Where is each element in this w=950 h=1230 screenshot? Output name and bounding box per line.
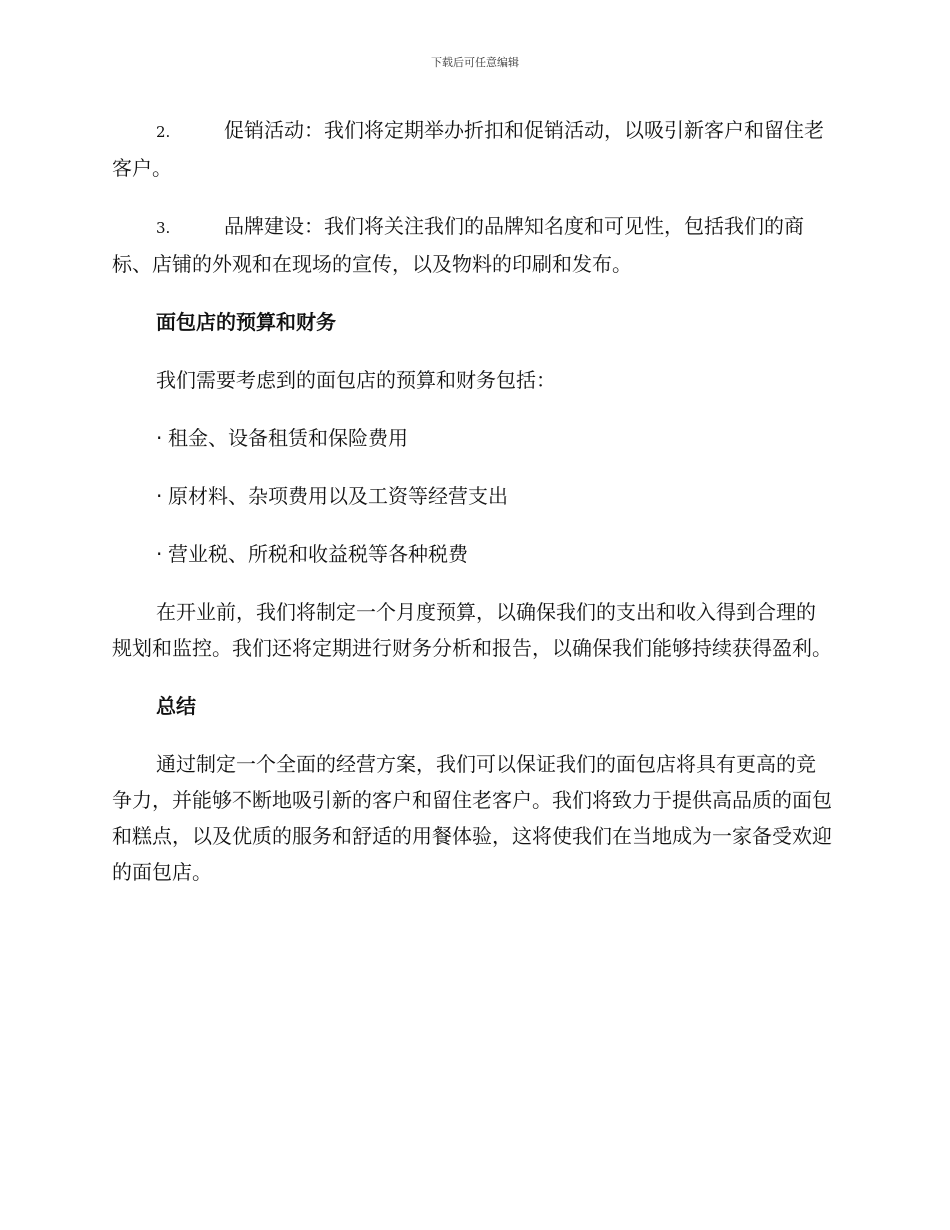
list-item-promotion (112, 112, 832, 186)
bullet-item (112, 536, 832, 572)
list-item-text: 品牌建设：我们将关注我们的品牌知名度和可见性，包括我们的商标、店铺的外观和在现场的宣传，以及物料的印刷和发布。 (112, 214, 804, 276)
budget-intro: 我们需要考虑到的面包店的预算和财务包括： (156, 368, 556, 392)
bullet-icon: · (156, 484, 163, 508)
list-item-number: 2. (156, 123, 171, 141)
bullet-icon: · (156, 426, 163, 450)
budget-paragraph: 在开业前，我们将制定一个月度预算，以确保我们的支出和收入得到合理的规划和监控。我们还将定期进行财务分析和报告，以确保我们能够持续获得盈利。 (112, 600, 832, 660)
bullet-text: 租金、设备租赁和保险费用 (168, 426, 408, 450)
list-item-text: 促销活动：我们将定期举办折扣和促销活动，以吸引新客户和留住老客户。 (112, 118, 824, 180)
section-heading-summary: 总结 (156, 694, 196, 718)
document-body (112, 112, 832, 912)
bullet-text: 营业税、所税和收益税等各种税费 (168, 542, 468, 566)
list-item-number: 3. (156, 219, 171, 237)
bullet-icon: · (156, 542, 163, 566)
section-heading-budget: 面包店的预算和财务 (156, 310, 336, 334)
page-header: 下载后可任意编辑 (431, 56, 519, 69)
bullet-item (112, 420, 832, 456)
list-item-branding (112, 208, 832, 282)
summary-paragraph: 通过制定一个全面的经营方案，我们可以保证我们的面包店将具有更高的竞争力，并能够不断地吸引新的客户和留住老客户。我们将致力于提供高品质的面包和糕点，以及优质的服务和舒适的用餐体验，这将使我们在当地成为一家备受欢迎的面包店。 (112, 752, 832, 884)
bullet-item (112, 478, 832, 514)
bullet-text: 原材料、杂项费用以及工资等经营支出 (168, 484, 508, 508)
